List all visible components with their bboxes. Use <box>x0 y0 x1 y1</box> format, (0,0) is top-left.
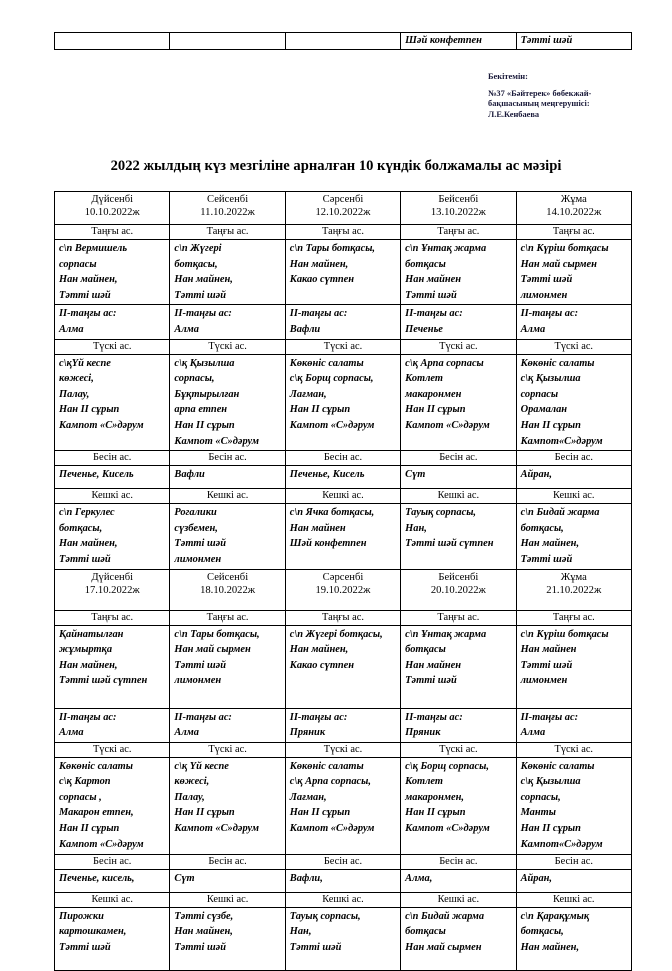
lunch-item: көжесі, <box>174 776 210 788</box>
lunch-item: Кампот «С»дәрум <box>405 419 490 431</box>
lunch-item: Нан ІІ сұрып <box>59 404 120 416</box>
second-breakfast-item: Алма <box>59 727 84 739</box>
day-name: Сәрсенбі <box>322 194 364 205</box>
lunch-item: Нан ІІ сұрып <box>405 807 466 819</box>
second-breakfast-cell <box>55 305 170 339</box>
lunch-item: Нан ІІ сұрып <box>289 807 351 819</box>
lunch-item: с\қ Қызылша <box>174 357 235 369</box>
section-label: Түскі ас. <box>285 339 400 354</box>
dinner-item: Нан майнен <box>289 522 346 534</box>
lunch-item: Көкөніс салаты <box>289 357 364 369</box>
second-breakfast-label: ІІ-таңғы ас: <box>174 308 232 320</box>
lunch-item: Нан ІІ сұрып <box>520 419 581 431</box>
second-breakfast-item: Вафли <box>289 323 321 335</box>
breakfast-cell <box>401 240 516 305</box>
day-name: Дүйсенбі <box>91 194 134 205</box>
day-date: 18.10.2022ж <box>200 584 256 596</box>
lunch-item: Кампот «С»дәрум <box>59 838 144 850</box>
previous-page-row <box>54 32 632 50</box>
lunch-cell <box>55 757 170 854</box>
dinner-item: Тәтті шәй сүтпен <box>405 538 494 550</box>
breakfast-item: ботқасы, <box>174 258 218 270</box>
breakfast-item: Тәтті шәй <box>520 274 573 286</box>
second-breakfast-label: ІІ-таңғы ас: <box>405 711 463 723</box>
lunch-item: Котлет <box>405 776 443 788</box>
snack-cell: Печенье, кисель, <box>55 869 170 892</box>
breakfast-cell <box>401 625 516 708</box>
lunch-item: Кампот «С»дәрум <box>405 823 490 835</box>
breakfast-item: Нан майнен, <box>289 644 349 656</box>
dinner-item: Тауық сорпасы, <box>405 507 477 519</box>
section-label: Түскі ас. <box>55 742 170 757</box>
day-date: 19.10.2022ж <box>315 584 371 596</box>
dinner-cell <box>516 907 631 970</box>
breakfast-cell <box>55 625 170 708</box>
lunch-item: Көкөніс салаты <box>520 760 595 772</box>
second-breakfast-cell <box>55 708 170 742</box>
day-date: 17.10.2022ж <box>84 584 140 596</box>
top-cell: Шәй конфетпен <box>401 33 516 50</box>
dinner-cell <box>55 504 170 569</box>
lunch-item: Көкөніс салаты <box>289 760 364 772</box>
lunch-item: макаронмен, <box>405 791 464 803</box>
dinner-cell <box>170 907 285 970</box>
lunch-item: Кампот «С»дәрум <box>289 823 375 835</box>
lunch-cell <box>170 757 285 854</box>
breakfast-item: ботқасы <box>405 258 446 270</box>
day-name: Бейсенбі <box>438 571 479 583</box>
lunch-item: көжесі, <box>59 373 94 385</box>
lunch-item: Кампот «С»дәрум <box>174 823 260 835</box>
section-label: Таңғы ас. <box>55 610 170 625</box>
lunch-item: Көкөніс салаты <box>520 357 595 369</box>
breakfast-item: Нан майнен <box>405 274 462 286</box>
section-label: Бесін ас. <box>516 854 631 869</box>
snack-cell: Айран, <box>516 869 631 892</box>
approval-line: Л.Е.Кенбаева <box>488 109 540 119</box>
breakfast-item: с\п Вермишель <box>59 243 128 254</box>
dinner-cell <box>170 504 285 569</box>
lunch-item: сорпасы <box>520 388 559 400</box>
section-label: Түскі ас. <box>285 742 400 757</box>
dinner-item: Тәтті шәй <box>174 538 227 550</box>
dinner-item: Нан май сырмен <box>405 941 482 953</box>
second-breakfast-label: ІІ-таңғы ас: <box>520 711 579 723</box>
lunch-item: Орамалан <box>520 404 568 416</box>
breakfast-item: Тәтті шәй <box>520 659 573 671</box>
dinner-item: Тәтті сүзбе, <box>174 910 234 922</box>
dinner-item: Тауық сорпасы, <box>289 910 361 922</box>
lunch-item: Лағман, <box>289 388 327 400</box>
day-header <box>170 192 285 225</box>
day-header <box>401 192 516 225</box>
day-header <box>285 192 400 225</box>
breakfast-item: Тәтті шәй <box>405 289 457 301</box>
breakfast-item: с\п Күріш ботқасы <box>520 243 609 254</box>
lunch-item: Кампот «С»дәрум <box>174 435 260 447</box>
day-name: Сәрсенбі <box>322 571 364 583</box>
second-breakfast-label: ІІ-таңғы ас: <box>59 711 117 723</box>
breakfast-item: Нан май сырмен <box>520 258 597 270</box>
lunch-item: Котлет <box>405 373 443 385</box>
dinner-item: Нан майнен, <box>174 926 233 938</box>
section-label: Түскі ас. <box>170 339 285 354</box>
section-label: Түскі ас. <box>401 339 516 354</box>
lunch-cell <box>285 757 400 854</box>
breakfast-item: Тәтті шәй <box>174 289 227 301</box>
breakfast-item: лимонмен <box>520 675 568 687</box>
section-label: Таңғы ас. <box>170 610 285 625</box>
lunch-cell <box>55 354 170 451</box>
day-name: Жұма <box>560 194 587 205</box>
day-date: 11.10.2022ж <box>200 207 255 218</box>
section-label: Бесін ас. <box>170 451 285 466</box>
section-label: Кешкі ас. <box>170 892 285 907</box>
breakfast-item: Тәтті шәй <box>174 659 227 671</box>
section-label: Кешкі ас. <box>55 892 170 907</box>
section-label: Түскі ас. <box>516 339 631 354</box>
lunch-item: Нан ІІ сұрып <box>174 807 235 819</box>
second-breakfast-label: ІІ-таңғы ас: <box>405 308 463 320</box>
day-header <box>285 569 400 610</box>
snack-cell: Вафли <box>170 466 285 489</box>
dinner-item: Нан майнен, <box>59 538 118 550</box>
day-header <box>516 569 631 610</box>
section-label: Таңғы ас. <box>401 225 516 240</box>
lunch-cell <box>170 354 285 451</box>
dinner-item: лимонмен <box>174 553 222 565</box>
second-breakfast-item: Печенье <box>405 323 443 335</box>
lunch-cell <box>516 757 631 854</box>
second-breakfast-cell <box>401 305 516 339</box>
day-date: 10.10.2022ж <box>84 207 140 218</box>
day-date: 21.10.2022ж <box>546 584 602 596</box>
section-label: Бесін ас. <box>516 451 631 466</box>
breakfast-item: Нан майнен, <box>59 659 118 671</box>
section-label: Кешкі ас. <box>401 489 516 504</box>
second-breakfast-item: Алма <box>174 323 199 335</box>
dinner-cell <box>285 504 400 569</box>
lunch-cell <box>516 354 631 451</box>
day-date: 14.10.2022ж <box>546 207 602 218</box>
dinner-item: Тәтті шәй <box>59 553 111 565</box>
breakfast-item: жұмыртқа <box>59 644 113 656</box>
second-breakfast-label: ІІ-таңғы ас: <box>289 308 348 320</box>
day-date: 13.10.2022ж <box>430 207 486 218</box>
second-breakfast-item: Алма <box>520 323 546 335</box>
section-label: Түскі ас. <box>170 742 285 757</box>
breakfast-item: Какао сүтпен <box>289 274 355 286</box>
breakfast-item: Какао сүтпен <box>289 659 355 671</box>
lunch-item: Кампот«С»дәрум <box>520 435 603 447</box>
section-label: Таңғы ас. <box>516 610 631 625</box>
snack-cell: Печенье, Кисель <box>55 466 170 489</box>
second-breakfast-label: ІІ-таңғы ас: <box>59 308 117 320</box>
breakfast-item: Нан майнен <box>520 644 577 656</box>
second-breakfast-cell <box>170 305 285 339</box>
lunch-item: с\қ Арпа сорпасы, <box>289 776 371 788</box>
breakfast-item: Нан майнен <box>405 659 462 671</box>
dinner-item: Нан, <box>405 522 427 534</box>
second-breakfast-cell <box>516 708 631 742</box>
breakfast-cell <box>516 625 631 708</box>
dinner-item: ботқасы, <box>520 926 564 938</box>
breakfast-item: Нан майнен, <box>174 274 233 286</box>
dinner-item: Тәтті шәй <box>289 941 342 953</box>
lunch-item: Кампот«С»дәрум <box>520 838 603 850</box>
second-breakfast-item: Пряник <box>405 727 441 739</box>
breakfast-item: с\п Күріш ботқасы <box>520 628 609 640</box>
dinner-item: Нан майнен, <box>520 538 580 550</box>
lunch-item: Манты <box>520 807 556 819</box>
lunch-item: Палау, <box>59 388 90 400</box>
section-label: Түскі ас. <box>401 742 516 757</box>
lunch-cell <box>401 354 516 451</box>
snack-cell: Вафли, <box>285 869 400 892</box>
lunch-item: Нан ІІ сұрып <box>174 419 235 431</box>
snack-cell: Сүт <box>170 869 285 892</box>
lunch-item: с\қҮй кеспе <box>59 357 111 369</box>
breakfast-item: лимонмен <box>520 289 568 301</box>
breakfast-item: с\п Жүгері ботқасы, <box>289 628 383 640</box>
section-label: Түскі ас. <box>516 742 631 757</box>
second-breakfast-item: Алма <box>174 727 199 739</box>
lunch-item: с\қ Қызылша <box>520 373 581 385</box>
breakfast-cell <box>516 240 631 305</box>
lunch-item: Бұқтырылған <box>174 388 240 400</box>
approval-label: Бекітемін: <box>488 72 528 81</box>
section-label: Таңғы ас. <box>55 225 170 240</box>
day-header <box>55 192 170 225</box>
dinner-item: с\п Ячка ботқасы, <box>289 507 375 519</box>
dinner-item: с\п Бидай жарма <box>405 910 485 922</box>
day-name: Дүйсенбі <box>91 571 134 583</box>
second-breakfast-item: Пряник <box>289 727 326 739</box>
dinner-item: ботқасы, <box>520 522 564 534</box>
lunch-item: макаронмен <box>405 388 462 400</box>
dinner-item: Тәтті шәй <box>59 941 111 953</box>
section-label: Кешкі ас. <box>516 489 631 504</box>
approval-line: №37 «Бәйтерек» бөбекжай- <box>488 88 592 98</box>
breakfast-item: Тәтті шәй <box>405 675 457 687</box>
section-label: Таңғы ас. <box>401 610 516 625</box>
page-title: 2022 жылдың күз мезгіліне арналған 10 күндік болжамалы ас мәзірі <box>110 158 562 174</box>
section-label: Бесін ас. <box>55 451 170 466</box>
dinner-cell <box>401 504 516 569</box>
dinner-item: Тәтті шәй <box>520 553 573 565</box>
dinner-cell <box>285 907 400 970</box>
second-breakfast-cell <box>516 305 631 339</box>
breakfast-item: Нан май сырмен <box>174 644 251 656</box>
lunch-item: Нан ІІ сұрып <box>289 404 351 416</box>
dinner-item: картошкамен, <box>59 926 127 938</box>
lunch-item: сорпасы, <box>520 791 561 803</box>
section-label: Бесін ас. <box>285 854 400 869</box>
day-date: 12.10.2022ж <box>315 207 371 218</box>
top-cell <box>55 33 170 50</box>
breakfast-item: с\п Тары ботқасы, <box>289 243 376 254</box>
section-label: Кешкі ас. <box>285 489 400 504</box>
snack-cell: Алма, <box>401 869 516 892</box>
top-cell <box>285 33 400 50</box>
menu-table <box>54 191 632 971</box>
lunch-cell <box>285 354 400 451</box>
breakfast-item: лимонмен <box>174 675 222 687</box>
lunch-item: Нан ІІ сұрып <box>405 404 466 416</box>
section-label: Кешкі ас. <box>401 892 516 907</box>
breakfast-item: с\п Ұнтақ жарма <box>405 243 487 254</box>
second-breakfast-label: ІІ-таңғы ас: <box>289 711 348 723</box>
section-label: Кешкі ас. <box>170 489 285 504</box>
dinner-cell <box>401 907 516 970</box>
lunch-item: с\қ Үй кеспе <box>174 760 229 772</box>
lunch-item: арпа етпен <box>174 404 228 416</box>
lunch-item: Нан ІІ сұрып <box>520 823 581 835</box>
breakfast-cell <box>55 240 170 305</box>
day-name: Бейсенбі <box>438 194 479 205</box>
second-breakfast-item: Алма <box>59 323 84 335</box>
lunch-item: с\қ Борщ сорпасы, <box>289 373 374 385</box>
section-label: Түскі ас. <box>55 339 170 354</box>
dinner-item: сүзбемен, <box>174 522 218 534</box>
breakfast-item: с\п Ұнтақ жарма <box>405 628 487 640</box>
lunch-item: Нан ІІ сұрып <box>59 823 120 835</box>
lunch-item: Көкөніс салаты <box>59 760 133 772</box>
day-header <box>516 192 631 225</box>
dinner-item: Тәтті шәй <box>174 941 227 953</box>
breakfast-item: с\п Жүгері <box>174 243 222 254</box>
lunch-item: Лағман, <box>289 791 327 803</box>
top-cell: Тәтті шәй <box>516 33 631 50</box>
second-breakfast-cell <box>401 708 516 742</box>
dinner-item: с\п Геркулес <box>59 507 115 519</box>
lunch-cell <box>401 757 516 854</box>
top-cell <box>170 33 285 50</box>
second-breakfast-cell <box>285 305 400 339</box>
lunch-item: Кампот «С»дәрум <box>59 419 144 431</box>
breakfast-item: Нан майнен, <box>59 274 118 286</box>
snack-cell: Печенье, Кисель <box>285 466 400 489</box>
second-breakfast-item: Алма <box>520 727 546 739</box>
dinner-item: ботқасы <box>405 926 446 938</box>
breakfast-cell <box>285 625 400 708</box>
day-name: Жұма <box>560 571 587 583</box>
breakfast-cell <box>285 240 400 305</box>
lunch-item: Кампот «С»дәрум <box>289 419 375 431</box>
section-label: Бесін ас. <box>401 451 516 466</box>
approval-line: бақшасының меңгерушісі: <box>488 99 590 109</box>
dinner-item: Нан, <box>289 926 312 938</box>
breakfast-item: ботқасы <box>405 644 446 656</box>
lunch-item: с\қ Арпа сорпасы <box>405 357 484 369</box>
second-breakfast-cell <box>170 708 285 742</box>
section-label: Бесін ас. <box>55 854 170 869</box>
lunch-item: с\қ Борщ сорпасы, <box>405 760 489 772</box>
lunch-item: с\қ Қызылша <box>520 776 581 788</box>
section-label: Таңғы ас. <box>170 225 285 240</box>
second-breakfast-label: ІІ-таңғы ас: <box>174 711 232 723</box>
approval-stamp-block <box>488 72 638 140</box>
breakfast-item: Нан майнен, <box>289 258 349 270</box>
dinner-item: Рогалики <box>174 507 217 519</box>
section-label: Бесін ас. <box>170 854 285 869</box>
section-label: Кешкі ас. <box>516 892 631 907</box>
breakfast-cell <box>170 240 285 305</box>
lunch-item: сорпасы, <box>174 373 215 385</box>
snack-cell: Сүт <box>401 466 516 489</box>
dinner-item: Нан майнен, <box>520 941 580 953</box>
lunch-item: сорпасы , <box>59 791 102 803</box>
dinner-cell <box>516 504 631 569</box>
second-breakfast-cell <box>285 708 400 742</box>
breakfast-item: Тәтті шәй сүтпен <box>59 675 148 687</box>
breakfast-item: Қайнатылған <box>59 628 124 640</box>
section-label: Таңғы ас. <box>285 610 400 625</box>
section-label: Кешкі ас. <box>55 489 170 504</box>
dinner-item: ботқасы, <box>59 522 103 534</box>
lunch-item: Макарон етпен, <box>59 807 134 819</box>
day-name: Сейсенбі <box>207 194 249 205</box>
lunch-item: с\қ Картоп <box>59 776 111 788</box>
second-breakfast-label: ІІ-таңғы ас: <box>520 308 579 320</box>
section-label: Бесін ас. <box>285 451 400 466</box>
breakfast-item: Тәтті шәй <box>59 289 111 301</box>
section-label: Бесін ас. <box>401 854 516 869</box>
dinner-cell <box>55 907 170 970</box>
day-name: Сейсенбі <box>207 571 249 583</box>
day-header <box>170 569 285 610</box>
breakfast-item: с\п Тары ботқасы, <box>174 628 260 640</box>
dinner-item: Шәй конфетпен <box>289 538 367 550</box>
day-header <box>401 569 516 610</box>
day-date: 20.10.2022ж <box>430 584 486 596</box>
dinner-item: с\п Қарақұмық <box>520 910 590 922</box>
section-label: Кешкі ас. <box>285 892 400 907</box>
breakfast-item: сорпасы <box>59 258 97 270</box>
section-label: Таңғы ас. <box>516 225 631 240</box>
breakfast-cell <box>170 625 285 708</box>
day-header <box>55 569 170 610</box>
dinner-item: Пирожки <box>59 910 104 922</box>
lunch-item: Палау, <box>174 791 205 803</box>
snack-cell: Айран, <box>516 466 631 489</box>
dinner-item: с\п Бидай жарма <box>520 507 600 519</box>
section-label: Таңғы ас. <box>285 225 400 240</box>
